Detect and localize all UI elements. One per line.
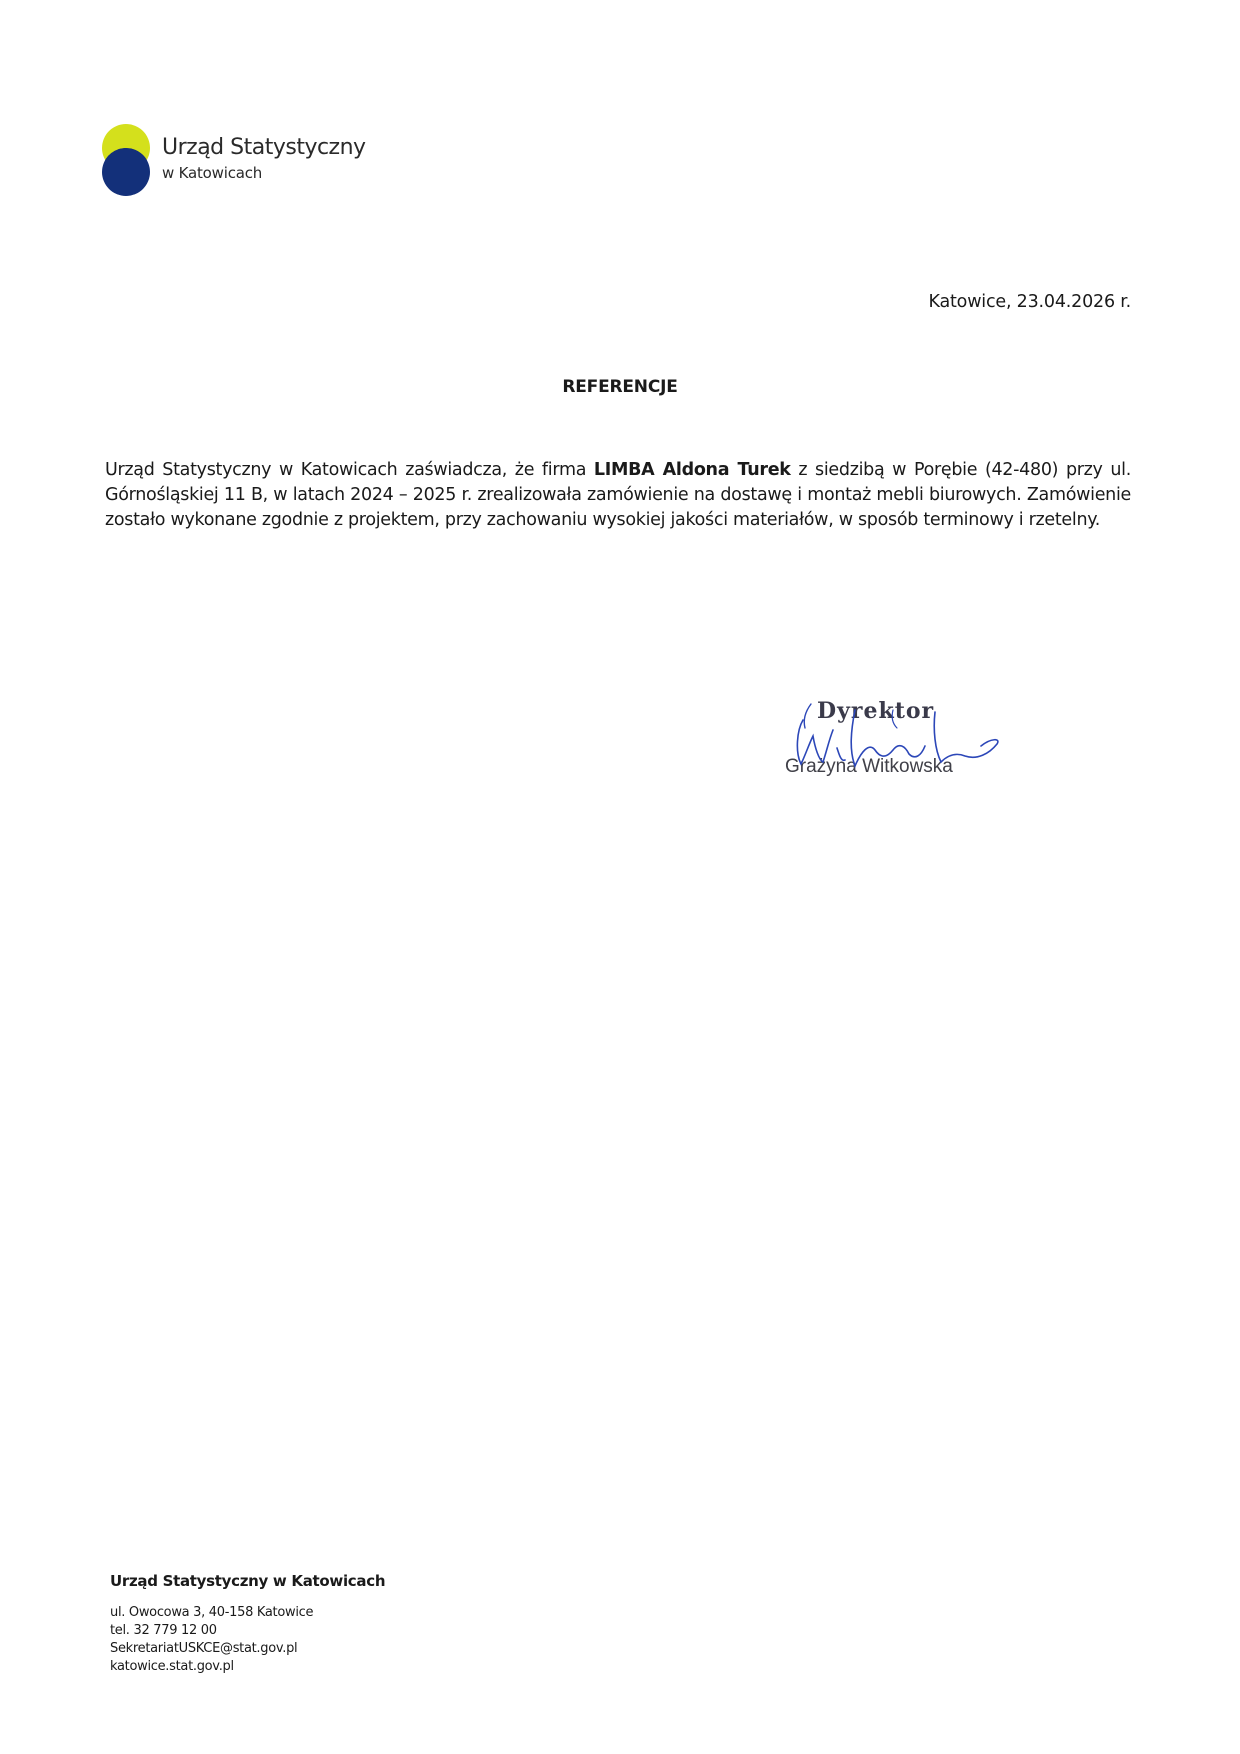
footer (110, 1572, 610, 1676)
footer-phone: tel. 32 779 12 00 (110, 1623, 217, 1638)
footer-email[interactable]: SekretariatUSKCE@stat.gov.pl (110, 1641, 298, 1656)
logo-org-name: Urząd Statystyczny (162, 135, 366, 160)
company-name: LIMBA Aldona Turek (593, 460, 791, 480)
body-intro: Urząd Statystyczny w Katowicach zaświadcza, że firma (105, 460, 594, 480)
footer-address: ul. Owocowa 3, 40-158 Katowice (110, 1605, 314, 1620)
footer-org-name: Urząd Statystyczny w Katowicach (110, 1572, 386, 1590)
letter-date: Katowice, 23.04.2026 r. (928, 292, 1131, 312)
footer-website[interactable]: katowice.stat.gov.pl (110, 1659, 234, 1674)
body-rest: z siedzibą w Porębie (42-480) przy ul. Górnośląskiej 11 B, w latach 2024 – 2025 r. zrealizowała zamówienie na dostawę i montaż mebli biurowych. Zamówienie zostało wykonane zgodnie z projektem, przy zachowaniu wysokiej jakości materiałów, w sposób terminowy i rzetelny. (105, 460, 1131, 530)
letter-body (105, 458, 1131, 533)
signature-role: Dyrektor (817, 698, 935, 724)
logo-org-location: w Katowicach (162, 164, 263, 182)
logo-circles-icon (100, 122, 152, 198)
handwritten-signature (775, 690, 1035, 790)
signature-block (775, 690, 1035, 790)
org-logo (100, 120, 380, 200)
letter-title: REFERENCJE (562, 377, 678, 397)
signature-name: Grażyna Witkowska (785, 756, 953, 777)
